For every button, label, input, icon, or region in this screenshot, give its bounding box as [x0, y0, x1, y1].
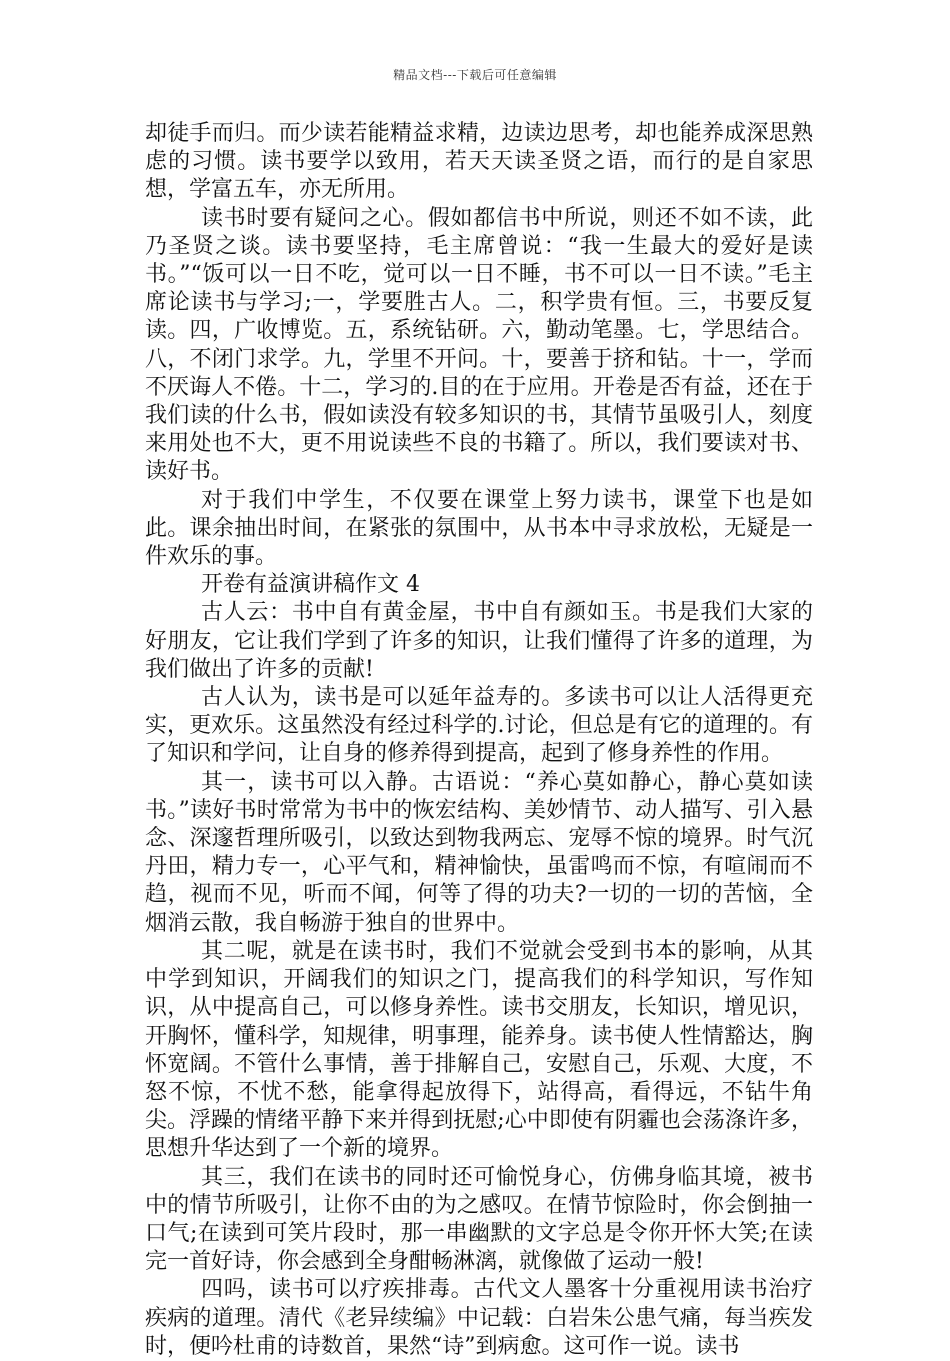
section-heading: 开卷有益演讲稿作文 4 [201, 572, 420, 598]
paragraph: 古人认为，读书是可以延年益寿的。多读书可以让人活得更充实，更欢乐。这虽然没有经过科学的.讨论，但总是有它的道理的。有了知识和学问，让自身的修养得到提高，起到了修身养性的作用。 [145, 685, 813, 767]
paragraph: 读书时要有疑问之心。假如都信书中所说，则还不如不读，此乃圣贤之谈。读书要坚持，毛主席曾说：“我一生最大的爱好是读书。”“饭可以一日不吃，觉可以一日不睡，书不可以一日不读。”毛主席论读书与学习;一，学要胜古人。二，积学贵有恒。三，书要反复读。四，广收博览。五，系统钻研。六，勤动笔墨。七，学思结合。八，不闭门求学。九，学里不开问。十，要善于挤和钻。十一，学而不厌诲人不倦。十二，学习的.目的在于应用。开卷是否有益，还在于我们读的什么书，假如读没有较多知识的书，其情节虽吸引人，刻度来用处也不大，更不用说读些不良的书籍了。所以，我们要读对书、读好书。 [145, 205, 813, 485]
document-body [145, 120, 813, 1361]
paragraph: 却徒手而归。而少读若能精益求精，边读边思考，却也能养成深思熟虑的习惯。读书要学以致用，若天天读圣贤之语，而行的是自家思想，学富五车，亦无所用。 [145, 121, 813, 203]
paragraph: 四吗，读书可以疗疾排毒。古代文人墨客十分重视用读书治疗疾病的道理。清代《老异续编》中记载：白岩朱公患气痛，每当疾发时，便吟杜甫的诗数首，果然“诗”到病愈。这可作一说。读书 [145, 1277, 813, 1359]
paragraph: 对于我们中学生，不仅要在课堂上努力读书，课堂下也是如此。课余抽出时间，在紧张的氛围中，从书本中寻求放松，无疑是一件欢乐的事。 [145, 487, 813, 570]
page-header: 精品文档---下载后可任意编辑 [393, 68, 557, 82]
paragraph: 古人云：书中自有黄金屋，书中自有颜如玉。书是我们大家的好朋友，它让我们学到了许多的知识，让我们懂得了许多的道理，为我们做出了许多的贡献! [145, 600, 813, 682]
paragraph: 其二呢，就是在读书时，我们不觉就会受到书本的影响，从其中学到知识，开阔我们的知识之门，提高我们的科学知识，写作知识，从中提高自己，可以修身养性。读书交朋友，长知识，增见识，开胸怀，懂科学，知规律，明事理，能养身。读书使人性情豁达，胸怀宽阔。不管什么事情，善于排解自己，安慰自己，乐观、大度，不怒不惊，不忧不愁，能拿得起放得下，站得高，看得远，不钻牛角尖。浮躁的情绪平静下来并得到抚慰;心中即使有阴霾也会荡涤许多，思想升华达到了一个新的境界。 [145, 938, 813, 1162]
paragraph: 其一，读书可以入静。古语说：“养心莫如静心，静心莫如读书。”读好书时常常为书中的恢宏结构、美妙情节、动人描写、引入悬念、深邃哲理所吸引，以致达到物我两忘、宠辱不惊的境界。时气沉丹田，精力专一，心平气和，精神愉快，虽雷鸣而不惊，有喧闹而不趋，视而不见，听而不闻，何等了得的功夫?一切的一切的苦恼，全烟消云散，我自畅游于独自的世界中。 [145, 769, 813, 936]
paragraph: 其三，我们在读书的同时还可愉悦身心，仿佛身临其境，被书中的情节所吸引，让你不由的为之感叹。在情节惊险时，你会倒抽一口气;在读到可笑片段时，那一串幽默的文字总是令你开怀大笑;在读完一首好诗，你会感到全身酣畅淋漓，就像做了运动一般! [145, 1164, 813, 1275]
